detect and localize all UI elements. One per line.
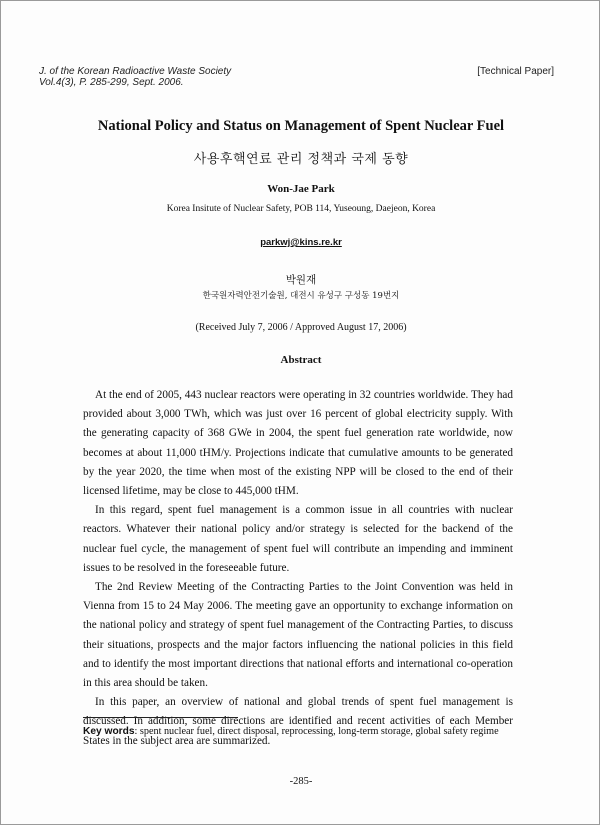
footnote-divider: [83, 717, 238, 718]
keywords-label: Key words: [83, 726, 135, 737]
author-name: Won-Jae Park: [267, 183, 335, 195]
paper-type-label: [Technical Paper]: [477, 66, 554, 77]
page-number: -285-: [289, 776, 313, 787]
korean-title: 사용후핵연료 관리 정책과 국제 동향: [193, 152, 409, 167]
author-affiliation: Korea Insitute of Nuclear Safety, POB 114, Yuseoung, Daejeon, Korea: [166, 204, 436, 214]
paper-title: National Policy and Status on Management of Spent Nuclear Fuel: [97, 118, 505, 134]
korean-affiliation: 한국원자력안전기술원, 대전시 유성구 구성동 19번지: [202, 291, 400, 301]
abstract-paragraph-4: In this paper, an overview of national and global trends of spent fuel management is discussed. In addition, some directions are identified and recent activities of each Member States in the subject area are summarized.: [83, 696, 513, 747]
received-approved-dates: (Received July 7, 2006 / Approved August 17, 2006): [195, 322, 407, 333]
author-email[interactable]: parkwj@kins.re.kr: [260, 237, 342, 248]
keywords-list: : spent nuclear fuel, direct disposal, reprocessing, long-term storage, global safety regime: [134, 726, 499, 737]
journal-citation: [39, 66, 231, 88]
abstract-paragraph-1: At the end of 2005, 443 nuclear reactors were operating in 32 countries worldwide. They had provided about 3,000 TWh, which was just over 16 percent of global electricity supply. With the generating capacity of 368 GWe in 2004, the spent fuel generation rate worldwide, now becomes at about 11,000 tHM/y. Projections indicate that cumulative amounts to be generated by the year 2020, the time when most of the existing NPP will be closed to the end of their licensed lifetime, may be close to 445,000 tHM.: [83, 389, 513, 498]
keywords-line: [83, 726, 499, 737]
abstract-paragraph-3: The 2nd Review Meeting of the Contracting Parties to the Joint Convention was held in Vienna from 15 to 24 May 2006. The meeting gave an opportunity to exchange information on the national policy and strategy of spent fuel management of the Contracting Parties, to discuss their situations, prospects and the major factors influencing the national policies in this field and to identify the most important directions that national efforts and international co-operation in this area should be taken.: [83, 581, 513, 690]
abstract-body: [83, 386, 513, 751]
journal-name: J. of the Korean Radioactive Waste Society: [39, 66, 232, 77]
abstract-heading: Abstract: [280, 354, 322, 366]
journal-volume: Vol.4(3), P. 285-299, Sept. 2006.: [39, 77, 184, 88]
abstract-paragraph-2: In this regard, spent fuel management is a common issue in all countries with nuclear reactors. Whatever their national policy and/or strategy is selected for the backend of the nuclear fuel cycle, the management of spent fuel will contribute an impending and imminent issues to be resolved in the foreseeable future.: [83, 504, 513, 574]
korean-author-name: 박원재: [285, 274, 317, 286]
